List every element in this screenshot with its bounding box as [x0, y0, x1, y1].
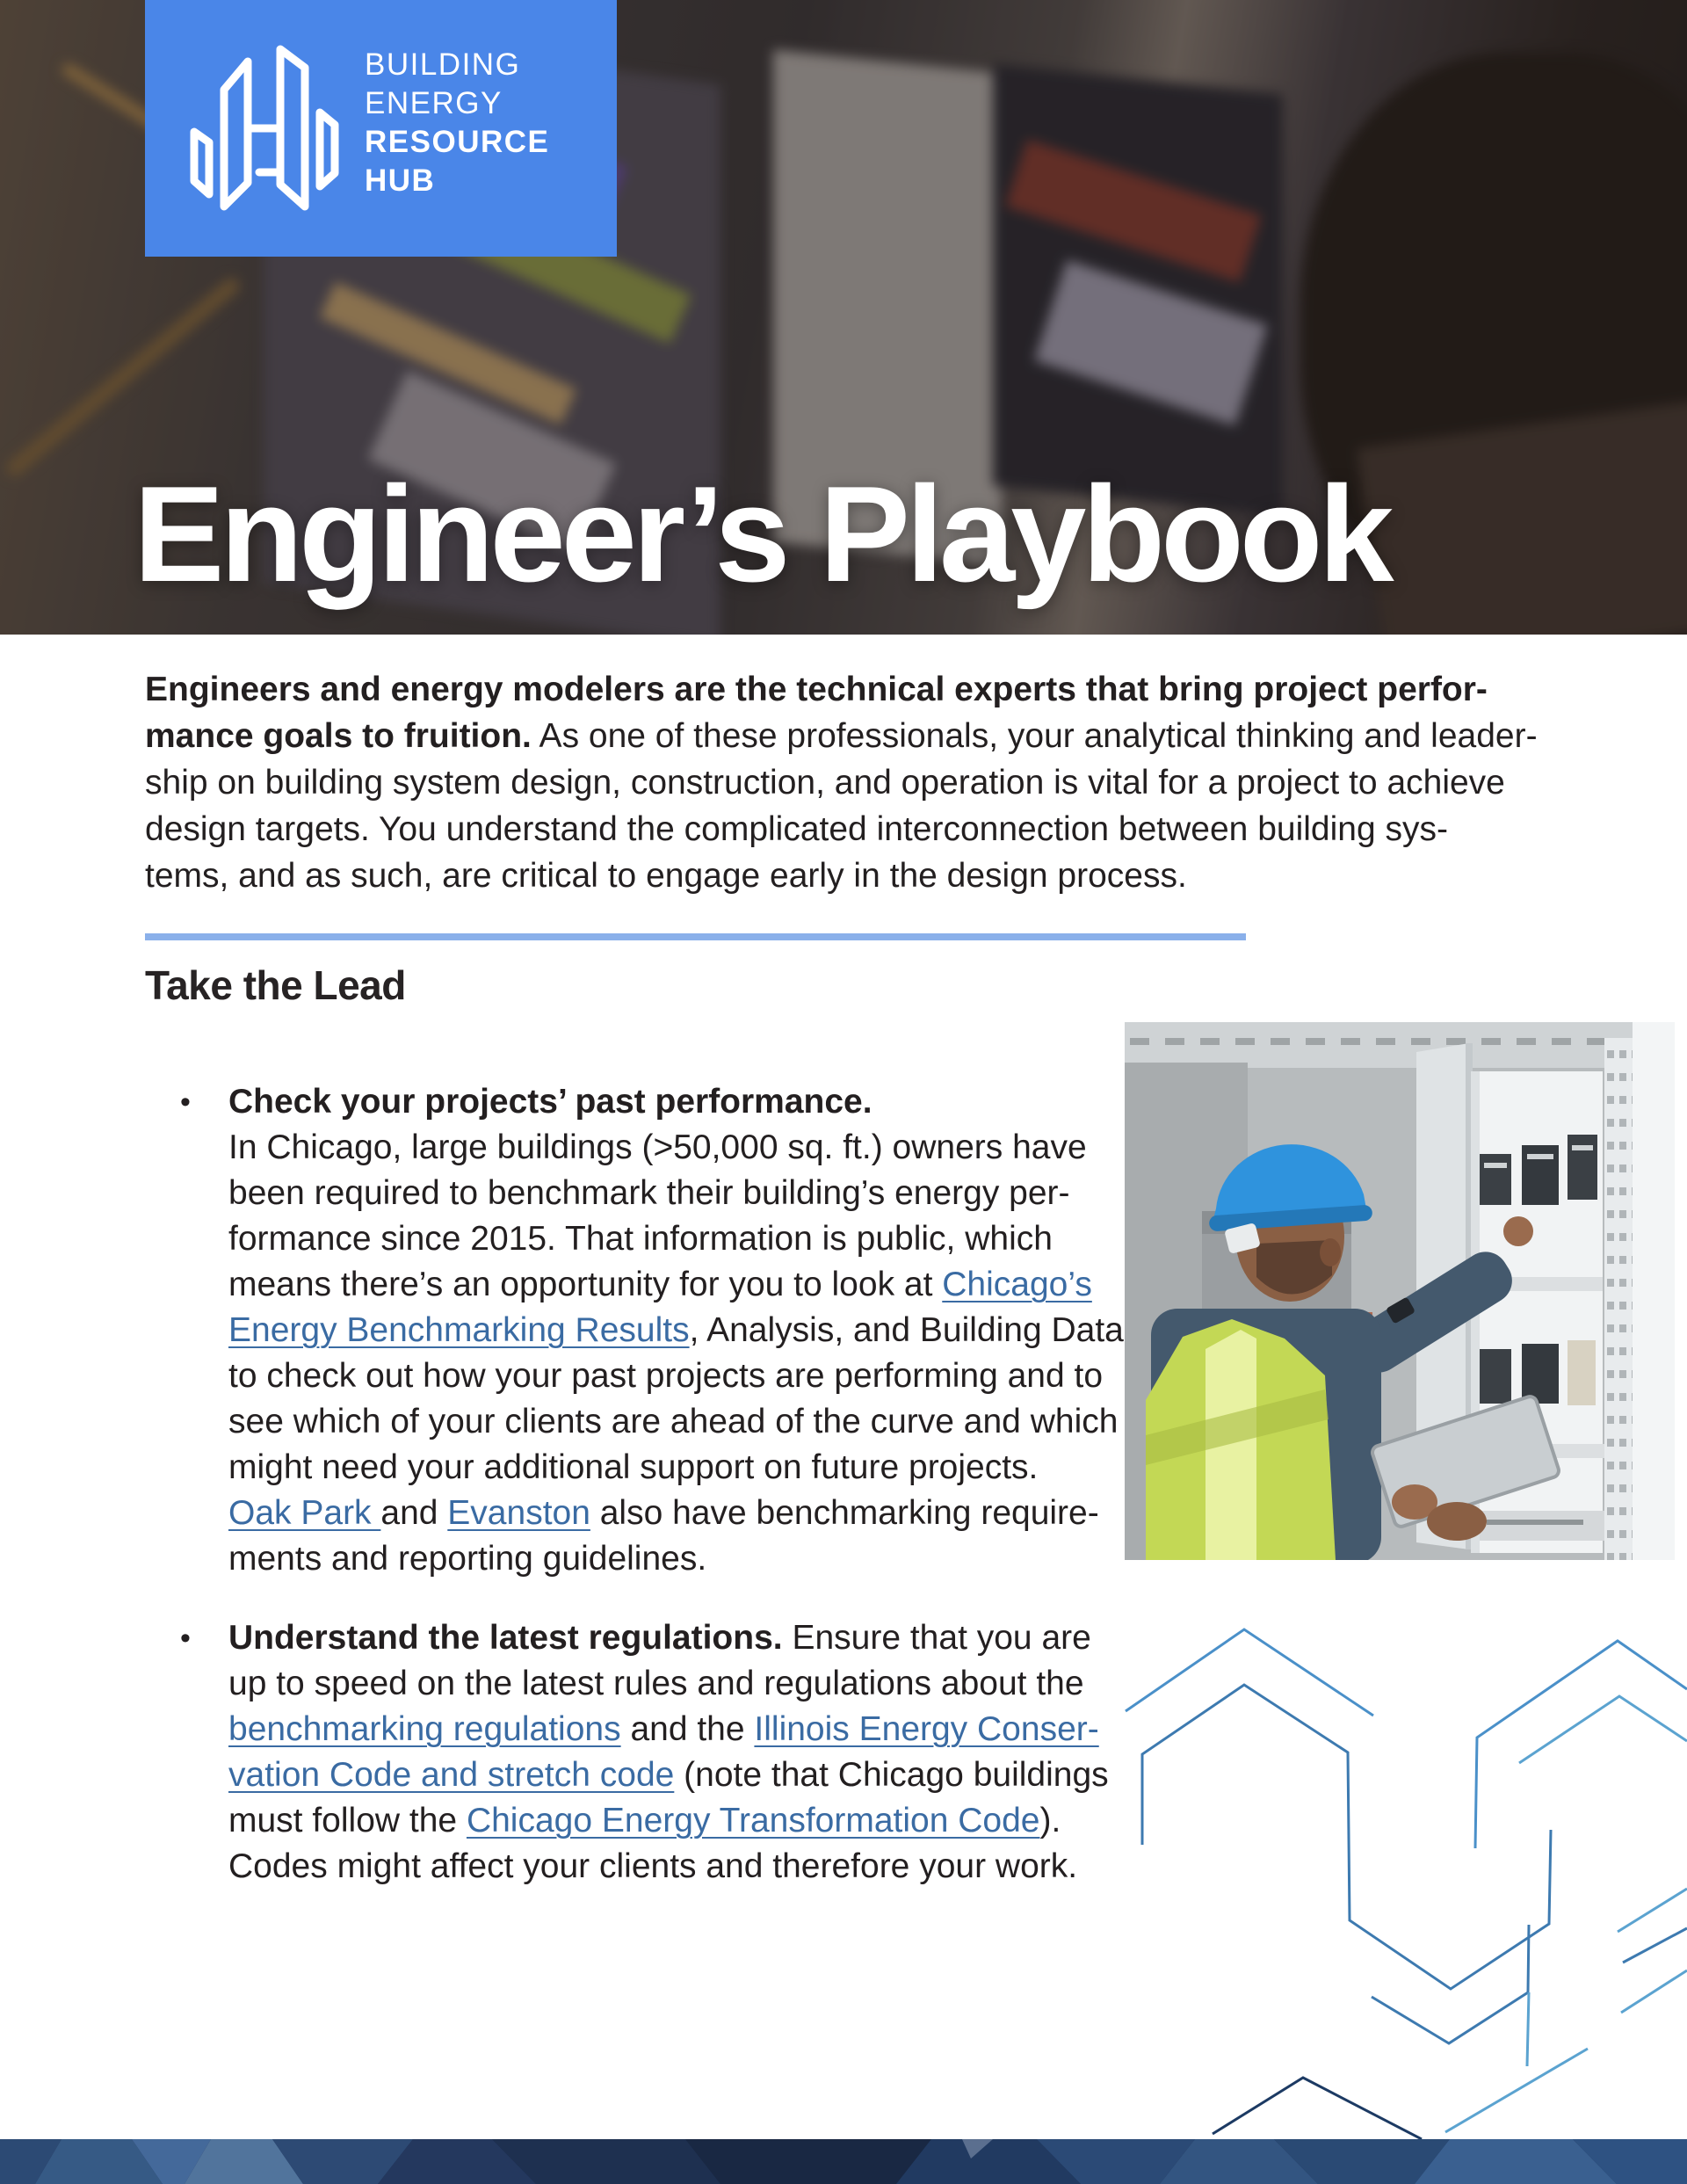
text-segment: must follow the	[228, 1802, 467, 1839]
inline-link[interactable]: Chicago’s	[942, 1266, 1092, 1303]
text-segment: As one of these professionals, your analytical thinking and leader-	[531, 717, 1538, 755]
bullet-marker: •	[180, 1085, 191, 1119]
logo-line: ENERGY	[365, 86, 503, 120]
section-divider	[145, 933, 1246, 940]
text-segment: Engineers and energy modelers are the technical experts that bring project perfor-	[145, 671, 1488, 708]
inline-link[interactable]: Oak Park	[228, 1494, 381, 1532]
section-heading: Take the Lead	[145, 962, 406, 1008]
inline-link[interactable]: vation Code and stretch code	[228, 1756, 675, 1794]
logo-line: HUB	[365, 163, 436, 198]
text-segment: Codes might affect your clients and therefore your work.	[228, 1847, 1078, 1885]
bullet-marker: •	[180, 1622, 191, 1655]
text-segment: ).	[1039, 1802, 1061, 1839]
text-segment: formance since 2015. That information is public, which	[228, 1220, 1053, 1258]
hero-image	[0, 0, 1687, 635]
list-item	[180, 1615, 1138, 1890]
text-segment: might need your additional support on future projects.	[228, 1448, 1039, 1486]
inline-link[interactable]: Illinois Energy Conser-	[754, 1710, 1099, 1748]
text-segment: tems, and as such, are critical to engage early in the design process.	[145, 857, 1187, 895]
brand-logo	[145, 0, 617, 257]
text-segment: up to speed on the latest rules and regulations about the	[228, 1665, 1084, 1702]
logo-line: BUILDING	[365, 47, 521, 82]
list-item	[180, 1079, 1138, 1582]
text-segment: Ensure that you are	[782, 1619, 1091, 1657]
text-segment: design targets. You understand the complicated interconnection between building sys-	[145, 810, 1448, 848]
bullet-text	[228, 1615, 1138, 1890]
inline-link[interactable]: benchmarking regulations	[228, 1710, 621, 1748]
building-h-logo-icon	[182, 26, 362, 233]
inline-link[interactable]: Evanston	[447, 1494, 590, 1532]
text-segment: ments and reporting guidelines.	[228, 1540, 707, 1578]
worker-panel-photo	[1125, 1022, 1675, 1560]
text-segment: also have benchmarking require-	[590, 1494, 1099, 1532]
text-segment: to check out how your past projects are performing and to	[228, 1357, 1104, 1395]
text-segment: means there’s an opportunity for you to look at	[228, 1266, 943, 1303]
logo-line: RESOURCE	[365, 125, 550, 159]
text-segment: In Chicago, large buildings (>50,000 sq. ft.) owners have	[228, 1128, 1087, 1166]
text-segment: ship on building system design, construction, and operation is vital for a project to achieve	[145, 764, 1505, 802]
brand-logo-text	[365, 46, 549, 200]
intro-paragraph	[145, 666, 1586, 899]
text-segment: see which of your clients are ahead of the curve and which	[228, 1403, 1119, 1440]
footer-band	[0, 2139, 1687, 2184]
text-segment: and the	[620, 1710, 755, 1748]
bullet-list	[180, 1079, 1138, 1890]
text-segment: (note that Chicago buildings	[674, 1756, 1109, 1794]
bullet-text	[228, 1079, 1138, 1582]
inline-link[interactable]: Energy Benchmarking Results	[228, 1311, 690, 1349]
text-segment: , Analysis, and Building Data	[689, 1311, 1124, 1349]
hexagon-decoration	[1125, 1622, 1687, 2139]
text-segment: Understand the latest regulations.	[228, 1619, 783, 1657]
text-segment: mance goals to fruition.	[145, 717, 532, 755]
inline-link[interactable]: Chicago Energy Transformation Code	[466, 1802, 1040, 1839]
text-segment: been required to benchmark their building’s energy per-	[228, 1174, 1070, 1212]
page-title: Engineer’s Playbook	[134, 458, 1390, 610]
text-segment: Check your projects’ past performance.	[228, 1083, 872, 1121]
text-segment: and	[380, 1494, 448, 1532]
